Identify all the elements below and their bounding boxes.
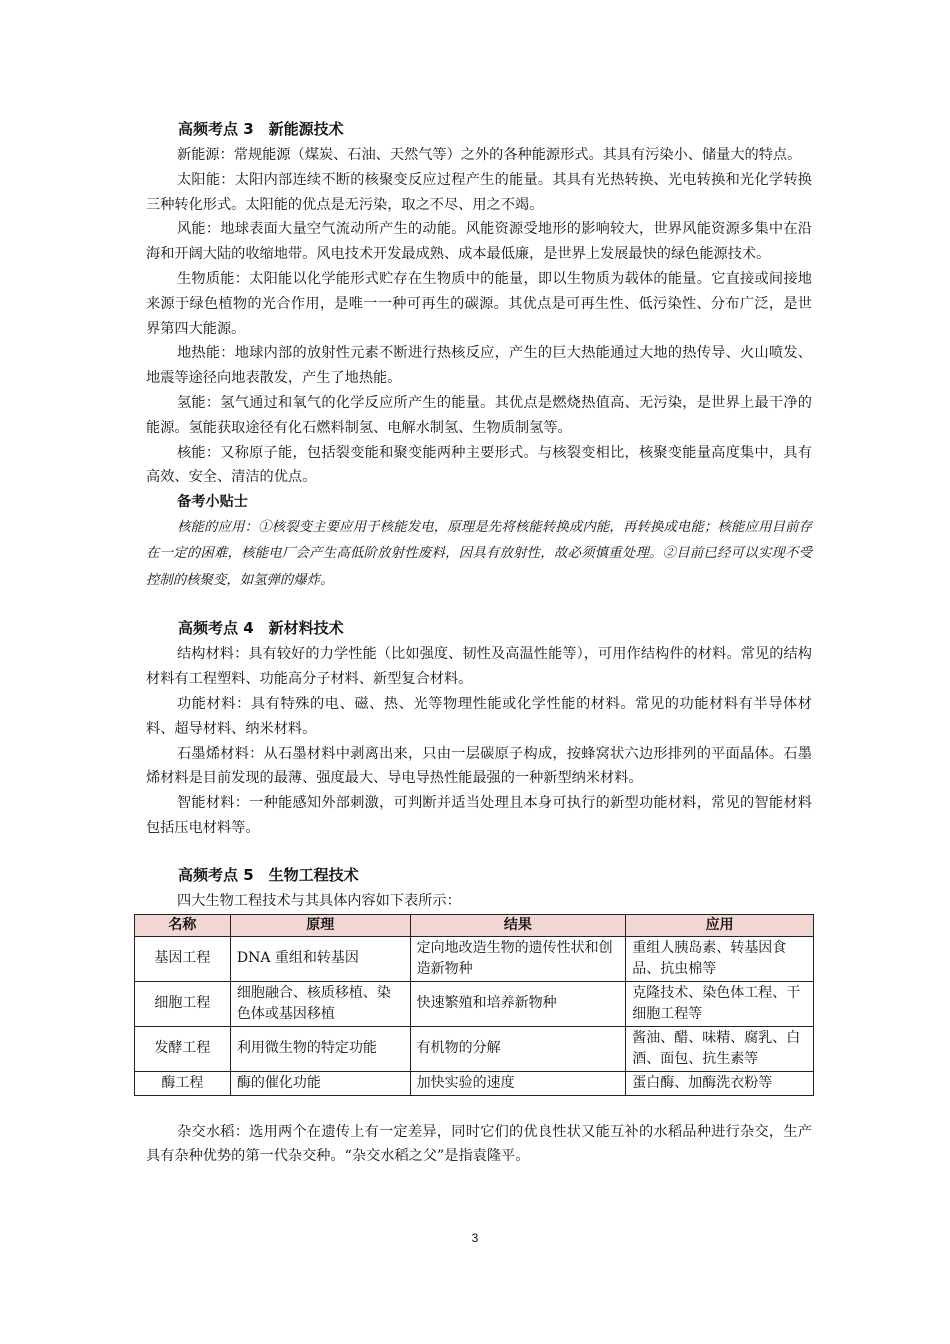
table-cell: 酶的催化功能 — [230, 1071, 410, 1095]
paragraph-geothermal: 地热能：地球内部的放射性元素不断进行热核反应，产生的巨大热能通过大地的热传导、火山喷发、地震等途径向地表散发，产生了地热能。 — [146, 345, 812, 387]
table-row — [135, 1026, 814, 1071]
paragraph-biomass: 生物质能：太阳能以化学能形式贮存在生物质中的能量，即以生物质为载体的能量。它直接或间接地来源于绿色植物的光合作用，是唯一一种可再生的碳源。其优点是可再生性、低污染性、分布广泛，是世界第四大能源。 — [146, 270, 812, 337]
table-cell: 发酵工程 — [135, 1026, 231, 1071]
section-spacer — [146, 594, 812, 614]
paragraph-graphene: 石墨烯材料：从石墨材料中剥离出来，只由一层碳原子构成，按蜂窝状六边形排列的平面晶体。石墨烯材料是目前发现的最薄、强度最大、导电导热性能最强的一种新型纳米材料。 — [146, 745, 812, 787]
table-row — [135, 936, 814, 981]
table-cell: 重组人胰岛素、转基因食品、抗虫棉等 — [626, 936, 814, 981]
table-header-row — [135, 914, 814, 936]
table-cell: DNA 重组和转基因 — [230, 936, 410, 981]
table-cell: 基因工程 — [135, 936, 231, 981]
section-title-bioengineering: 高频考点 5 生物工程技术 — [178, 865, 359, 884]
paragraph-solar: 太阳能：太阳内部连续不断的核聚变反应过程产生的能量。其具有光热转换、光电转换和光化学转换三种转化形式。太阳能的优点是无污染，取之不尽、用之不竭。 — [146, 171, 812, 213]
table-row — [135, 1071, 814, 1095]
tip-body: 核能的应用：①核裂变主要应用于核能发电，原理是先将核能转换成内能，再转换成电能；核能应用目前存在一定的困难，核能电厂会产生高低阶放射性废料，因具有放射性，故必须慎重处理。②目前已经可以实现不受控制的核聚变，如氢弹的爆炸。 — [146, 519, 812, 588]
paragraph-wind: 风能：地球表面大量空气流动所产生的动能。风能资源受地形的影响较大，世界风能资源多集中在沿海和开阔大陆的收缩地带。风电技术开发最成熟、成本最低廉，是世界上发展最快的绿色能源技术。 — [146, 221, 812, 263]
table-cell: 有机物的分解 — [410, 1026, 626, 1071]
section-title-new-energy: 高频考点 3 新能源技术 — [178, 120, 344, 138]
paragraph-functional-materials: 功能材料：具有特殊的电、磁、热、光等物理性能或化学性能的材料。常见的功能材料有半导体材料、超导材料、纳米材料。 — [146, 696, 812, 737]
page-number: 3 — [471, 1231, 479, 1245]
header-cell: 名称 — [135, 914, 231, 936]
paragraph-smart-materials: 智能材料：一种能感知外部刺激，可判断并适当处理且本身可执行的新型功能材料，常见的智能材料包括压电材料等。 — [146, 795, 812, 837]
table-cell: 细胞工程 — [135, 981, 231, 1026]
table-row — [135, 981, 814, 1026]
table-cell: 快速繁殖和培养新物种 — [410, 981, 626, 1026]
table-cell: 酱油、醋、味精、腐乳、白酒、面包、抗生素等 — [626, 1026, 814, 1071]
section-title-new-materials: 高频考点 4 新材料技术 — [178, 619, 344, 638]
table-cell: 克隆技术、染色体工程、干细胞工程等 — [626, 981, 814, 1026]
section-spacer — [146, 841, 812, 861]
page-content — [146, 115, 812, 1169]
table-cell: 加快实验的速度 — [410, 1071, 626, 1095]
header-cell: 应用 — [626, 914, 814, 936]
paragraph-hybrid-rice: 杂交水稻：选用两个在遗传上有一定差异，同时它们的优良性状又能互补的水稻品种进行杂交，生产具有杂种优势的第一代杂交种。“杂交水稻之父”是指袁隆平。 — [146, 1123, 812, 1165]
table-cell: 细胞融合、核质移植、染色体或基因移植 — [230, 981, 410, 1026]
table-cell: 定向地改造生物的遗传性状和创造新物种 — [410, 936, 626, 981]
paragraph-hydrogen: 氢能：氢气通过和氧气的化学反应所产生的能量。其优点是燃烧热值高、无污染，是世界上最干净的能源。氢能获取途径有化石燃料制氢、电解水制氢、生物质制氢等。 — [146, 394, 812, 436]
table-cell: 酶工程 — [135, 1071, 231, 1095]
tip-title: 备考小贴士 — [177, 494, 248, 511]
paragraph-structural-materials: 结构材料：具有较好的力学性能（比如强度、韧性及高温性能等），可用作结构件的材料。常见的结构材料有工程塑料、功能高分子材料、新型复合材料。 — [146, 646, 812, 688]
table-cell: 蛋白酶、加酶洗衣粉等 — [626, 1071, 814, 1095]
header-cell: 结果 — [410, 914, 626, 936]
table-spacer — [146, 1096, 812, 1120]
header-cell: 原理 — [230, 914, 410, 936]
paragraph-new-energy: 新能源：常规能源（煤炭、石油、天然气等）之外的各种能源形式。其具有污染小、储量大的特点。 — [177, 147, 802, 163]
table-cell: 利用微生物的特定功能 — [230, 1026, 410, 1071]
table-intro: 四大生物工程技术与其具体内容如下表所示： — [177, 892, 461, 909]
bioengineering-table — [134, 914, 814, 1096]
paragraph-nuclear: 核能：又称原子能，包括裂变能和聚变能两种主要形式。与核裂变相比，核聚变能量高度集中，具有高效、安全、清洁的优点。 — [146, 444, 812, 486]
